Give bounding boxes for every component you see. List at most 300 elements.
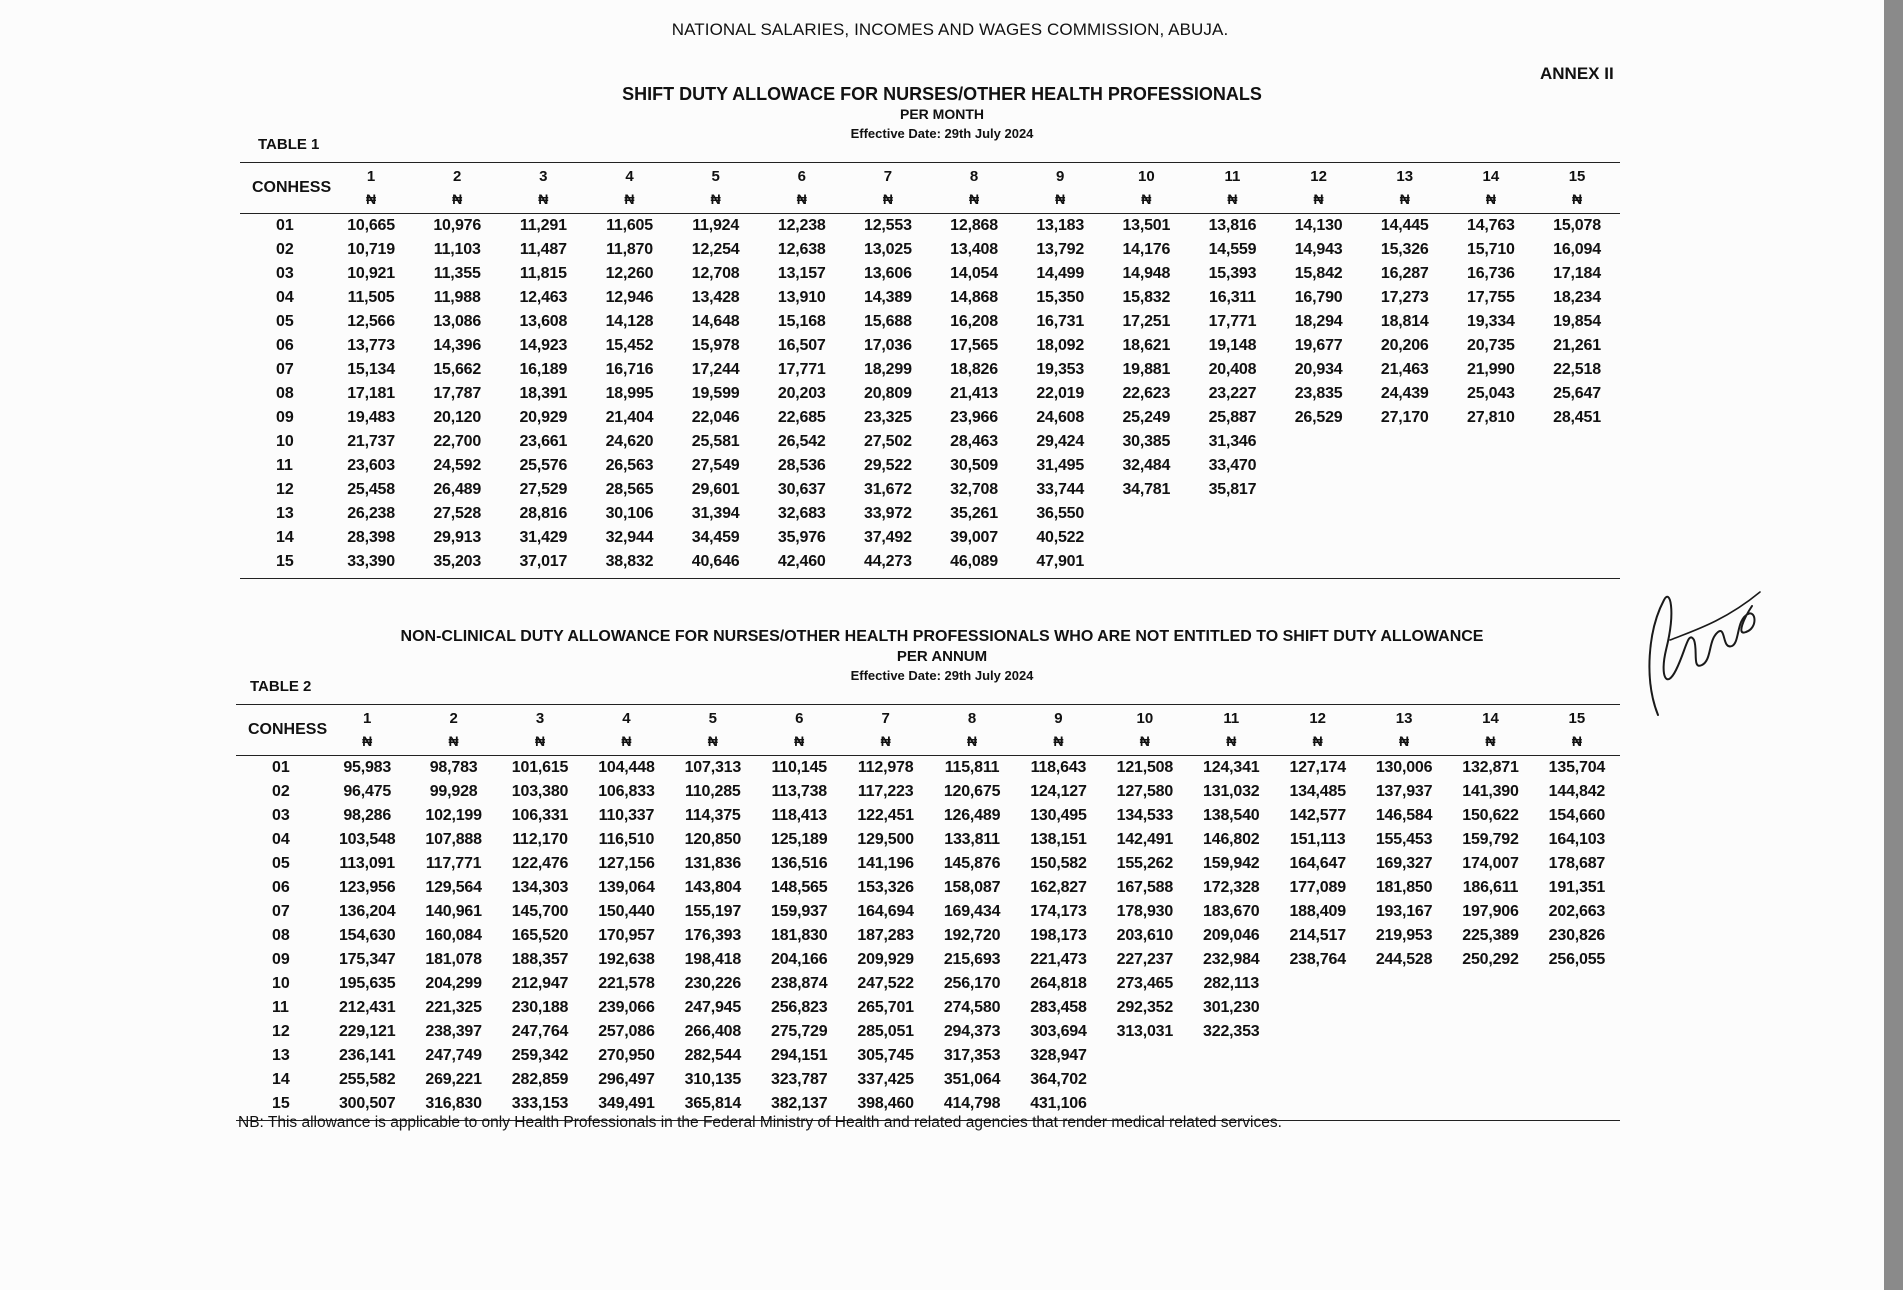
allowance-cell: 132,871	[1462, 759, 1519, 776]
allowance-cell: 283,458	[1030, 999, 1087, 1016]
allowance-cell: 144,842	[1548, 783, 1606, 800]
allowance-cell: 317,353	[943, 1047, 1001, 1064]
allowance-cell: 16,790	[1294, 289, 1343, 306]
allowance-cell: 212,947	[511, 975, 569, 992]
allowance-cell: 19,334	[1467, 313, 1515, 330]
allowance-cell: 142,491	[1116, 831, 1174, 848]
step-number: 4	[625, 168, 634, 185]
currency-symbol: ₦	[1141, 191, 1152, 207]
allowance-cell: 294,373	[943, 1023, 1001, 1040]
allowance-cell: 164,103	[1548, 831, 1606, 848]
allowance-cell: 14,396	[433, 337, 482, 354]
allowance-cell: 23,227	[1208, 385, 1257, 402]
conhess-grade: 14	[272, 1071, 290, 1088]
allowance-cell: 12,238	[777, 217, 826, 234]
allowance-cell: 305,745	[857, 1047, 914, 1064]
allowance-cell: 28,451	[1553, 409, 1601, 426]
allowance-cell: 120,675	[943, 783, 1001, 800]
step-number: 8	[967, 710, 977, 727]
allowance-cell: 13,606	[864, 265, 912, 282]
allowance-cell: 20,934	[1294, 361, 1343, 378]
allowance-cell: 296,497	[598, 1071, 655, 1088]
allowance-cell: 106,833	[598, 783, 655, 800]
table-header-row	[240, 163, 1620, 213]
allowance-cell: 16,731	[1036, 313, 1085, 330]
allowance-cell: 21,463	[1380, 361, 1429, 378]
step-number: 2	[449, 710, 458, 727]
allowance-cell: 431,106	[1030, 1095, 1087, 1112]
allowance-cell: 31,346	[1208, 433, 1257, 450]
allowance-cell: 134,533	[1116, 807, 1174, 824]
allowance-cell: 19,599	[691, 385, 740, 402]
allowance-cell: 11,291	[519, 217, 567, 234]
table-row	[240, 334, 1620, 358]
allowance-cell: 14,445	[1380, 217, 1429, 234]
allowance-cell: 310,135	[684, 1071, 742, 1088]
step-number: 8	[969, 168, 979, 185]
allowance-cell: 238,874	[771, 975, 828, 992]
allowance-cell: 247,945	[684, 999, 742, 1016]
allowance-cell: 138,540	[1203, 807, 1260, 824]
allowance-cell: 36,550	[1036, 505, 1085, 522]
conhess-grade: 03	[272, 807, 290, 824]
allowance-cell: 230,826	[1548, 927, 1606, 944]
step-number: 5	[708, 710, 717, 727]
currency-symbol: ₦	[796, 191, 807, 207]
allowance-cell: 13,792	[1036, 241, 1085, 258]
allowance-cell: 26,238	[347, 505, 395, 522]
allowance-cell: 15,078	[1553, 217, 1601, 234]
allowance-cell: 15,688	[864, 313, 912, 330]
allowance-cell: 23,835	[1294, 385, 1343, 402]
allowance-cell: 15,326	[1380, 241, 1429, 258]
allowance-cell: 337,425	[857, 1071, 914, 1088]
allowance-cell: 177,089	[1289, 879, 1346, 896]
step-number: 13	[1396, 168, 1414, 185]
allowance-cell: 98,783	[429, 759, 478, 776]
allowance-cell: 221,325	[425, 999, 482, 1016]
allowance-cell: 19,148	[1208, 337, 1257, 354]
allowance-cell: 303,694	[1030, 1023, 1087, 1040]
currency-symbol: ₦	[452, 191, 463, 207]
allowance-cell: 282,859	[511, 1071, 569, 1088]
footnote: NB: This allowance is applicable to only Health Professionals in the Federal Ministry of Health and related agencies that render medical related services.	[238, 1114, 1282, 1131]
table-row	[240, 454, 1620, 478]
step-number: 1	[363, 710, 372, 727]
allowance-cell: 11,815	[519, 265, 567, 282]
allowance-cell: 236,141	[338, 1047, 396, 1064]
conhess-grade: 06	[272, 879, 290, 896]
allowance-cell: 17,273	[1380, 289, 1429, 306]
allowance-cell: 159,792	[1462, 831, 1519, 848]
allowance-cell: 14,054	[950, 265, 998, 282]
allowance-cell: 230,226	[684, 975, 742, 992]
allowance-cell: 17,565	[950, 337, 998, 354]
allowance-cell: 112,978	[857, 759, 914, 776]
allowance-cell: 16,716	[605, 361, 654, 378]
allowance-cell: 165,520	[511, 927, 569, 944]
allowance-cell: 14,923	[519, 337, 568, 354]
currency-symbol: ₦	[707, 733, 718, 749]
allowance-cell: 34,459	[691, 529, 740, 546]
allowance-cell: 46,089	[950, 553, 998, 570]
allowance-cell: 136,516	[771, 855, 828, 872]
allowance-cell: 230,188	[511, 999, 569, 1016]
allowance-cell: 26,529	[1294, 409, 1343, 426]
allowance-cell: 322,353	[1203, 1023, 1260, 1040]
allowance-cell: 15,393	[1208, 265, 1257, 282]
allowance-cell: 209,929	[857, 951, 914, 968]
step-number: 12	[1310, 168, 1327, 185]
table-row	[240, 478, 1620, 502]
allowance-cell: 188,409	[1289, 903, 1346, 920]
table-bottom-rule	[240, 578, 1620, 579]
allowance-cell: 16,287	[1380, 265, 1429, 282]
allowance-cell: 159,942	[1203, 855, 1260, 872]
step-header	[1362, 163, 1448, 213]
allowance-cell: 17,181	[347, 385, 395, 402]
table-row	[236, 1068, 1620, 1092]
allowance-cell: 118,413	[771, 807, 828, 824]
conhess-grade: 02	[276, 241, 294, 258]
allowance-cell: 12,708	[691, 265, 740, 282]
step-header	[324, 705, 410, 755]
allowance-cell: 14,763	[1467, 217, 1515, 234]
allowance-cell: 40,522	[1036, 529, 1085, 546]
conhess-grade: 10	[276, 433, 294, 450]
allowance-cell: 158,087	[943, 879, 1001, 896]
step-number: 14	[1482, 710, 1499, 727]
table-row	[240, 286, 1620, 310]
currency-symbol: ₦	[366, 191, 377, 207]
allowance-cell: 34,781	[1122, 481, 1171, 498]
allowance-cell: 23,966	[950, 409, 998, 426]
step-number: 9	[1054, 710, 1063, 727]
allowance-cell: 172,328	[1203, 879, 1260, 896]
allowance-cell: 117,771	[425, 855, 482, 872]
table-row	[240, 310, 1620, 334]
table-row	[236, 756, 1620, 780]
allowance-cell: 265,701	[857, 999, 914, 1016]
allowance-cell: 221,578	[598, 975, 655, 992]
allowance-cell: 14,176	[1122, 241, 1171, 258]
allowance-cell: 20,203	[777, 385, 826, 402]
conhess-grade: 12	[272, 1023, 290, 1040]
allowance-cell: 285,051	[857, 1023, 914, 1040]
allowance-cell: 313,031	[1116, 1023, 1174, 1040]
conhess-header: CONHESS	[252, 179, 332, 196]
allowance-cell: 27,502	[864, 433, 912, 450]
allowance-cell: 155,197	[684, 903, 742, 920]
conhess-grade: 08	[272, 927, 290, 944]
allowance-cell: 351,064	[943, 1071, 1001, 1088]
allowance-cell: 142,577	[1289, 807, 1346, 824]
allowance-cell: 414,798	[943, 1095, 1001, 1112]
allowance-cell: 13,025	[864, 241, 912, 258]
currency-symbol: ₦	[794, 733, 805, 749]
conhess-grade: 10	[272, 975, 290, 992]
allowance-cell: 98,286	[343, 807, 392, 824]
allowance-cell: 31,394	[691, 505, 740, 522]
allowance-cell: 14,868	[950, 289, 998, 306]
step-header	[500, 163, 586, 213]
allowance-cell: 15,168	[777, 313, 826, 330]
allowance-cell: 238,764	[1289, 951, 1346, 968]
step-header	[1102, 705, 1188, 755]
allowance-cell: 31,429	[519, 529, 568, 546]
allowance-cell: 17,251	[1122, 313, 1171, 330]
table-row	[240, 382, 1620, 406]
allowance-cell: 35,976	[777, 529, 826, 546]
allowance-cell: 110,285	[685, 783, 741, 800]
allowance-cell: 181,078	[425, 951, 482, 968]
currency-symbol: ₦	[1399, 733, 1410, 749]
allowance-cell: 124,127	[1030, 783, 1087, 800]
allowance-cell: 18,995	[605, 385, 654, 402]
currency-symbol: ₦	[448, 733, 459, 749]
allowance-cell: 40,646	[691, 553, 740, 570]
allowance-cell: 11,924	[692, 217, 740, 234]
allowance-cell: 11,487	[519, 241, 567, 258]
step-header	[842, 705, 928, 755]
step-number: 12	[1309, 710, 1327, 727]
allowance-cell: 31,495	[1036, 457, 1085, 474]
allowance-cell: 25,647	[1553, 385, 1601, 402]
allowance-cell: 270,950	[598, 1047, 655, 1064]
allowance-cell: 18,294	[1294, 313, 1343, 330]
allowance-cell: 197,906	[1462, 903, 1519, 920]
allowance-cell: 364,702	[1030, 1071, 1087, 1088]
allowance-cell: 13,773	[347, 337, 395, 354]
allowance-cell: 28,565	[605, 481, 654, 498]
allowance-cell: 13,608	[519, 313, 568, 330]
allowance-cell: 150,440	[598, 903, 655, 920]
allowance-cell: 11,103	[433, 241, 481, 258]
table2-grid	[236, 704, 1620, 1121]
allowance-cell: 204,166	[771, 951, 828, 968]
table-row	[236, 972, 1620, 996]
allowance-cell: 18,826	[950, 361, 998, 378]
allowance-cell: 29,913	[433, 529, 482, 546]
allowance-cell: 16,094	[1553, 241, 1601, 258]
allowance-cell: 178,930	[1116, 903, 1174, 920]
allowance-cell: 114,375	[685, 807, 741, 824]
allowance-cell: 26,542	[777, 433, 826, 450]
allowance-cell: 33,972	[864, 505, 912, 522]
step-header	[1534, 163, 1620, 213]
allowance-cell: 27,810	[1467, 409, 1515, 426]
conhess-grade: 05	[276, 313, 294, 330]
allowance-cell: 20,408	[1208, 361, 1257, 378]
allowance-cell: 21,404	[605, 409, 654, 426]
allowance-cell: 292,352	[1116, 999, 1174, 1016]
allowance-cell: 239,066	[598, 999, 655, 1016]
allowance-cell: 29,522	[864, 457, 912, 474]
table-row	[240, 550, 1620, 574]
allowance-cell: 294,151	[771, 1047, 828, 1064]
allowance-cell: 127,580	[1116, 783, 1174, 800]
allowance-cell: 162,827	[1030, 879, 1087, 896]
step-number: 6	[795, 710, 804, 727]
conhess-grade: 07	[272, 903, 290, 920]
allowance-cell: 12,566	[347, 313, 395, 330]
allowance-cell: 25,043	[1467, 385, 1515, 402]
allowance-cell: 11,355	[433, 265, 481, 282]
allowance-cell: 21,990	[1467, 361, 1515, 378]
allowance-cell: 20,120	[433, 409, 482, 426]
scan-edge	[1884, 0, 1903, 1290]
table-row	[236, 1092, 1620, 1116]
allowance-cell: 266,408	[684, 1023, 742, 1040]
allowance-cell: 11,988	[433, 289, 481, 306]
step-header	[1276, 163, 1362, 213]
allowance-cell: 12,463	[519, 289, 568, 306]
allowance-cell: 169,434	[943, 903, 1001, 920]
allowance-cell: 30,637	[777, 481, 826, 498]
allowance-cell: 176,393	[684, 927, 742, 944]
allowance-cell: 13,501	[1122, 217, 1171, 234]
allowance-cell: 12,946	[605, 289, 654, 306]
table1-title: SHIFT DUTY ALLOWACE FOR NURSES/OTHER HEALTH PROFESSIONALS	[622, 84, 1262, 104]
allowance-cell: 110,145	[771, 759, 828, 776]
allowance-cell: 164,647	[1289, 855, 1346, 872]
allowance-cell: 35,261	[950, 505, 998, 522]
allowance-cell: 12,868	[950, 217, 998, 234]
allowance-cell: 198,173	[1030, 927, 1087, 944]
allowance-cell: 17,771	[777, 361, 826, 378]
allowance-cell: 192,720	[943, 927, 1001, 944]
allowance-cell: 23,661	[519, 433, 568, 450]
table-row	[236, 804, 1620, 828]
allowance-cell: 95,983	[343, 759, 392, 776]
step-number: 9	[1056, 168, 1065, 185]
table-row	[236, 996, 1620, 1020]
allowance-cell: 187,283	[857, 927, 914, 944]
allowance-cell: 24,620	[605, 433, 654, 450]
allowance-cell: 250,292	[1462, 951, 1519, 968]
currency-symbol: ₦	[1053, 733, 1064, 749]
allowance-cell: 29,601	[691, 481, 740, 498]
table2-period: PER ANNUM	[896, 648, 988, 665]
allowance-cell: 141,390	[1462, 783, 1519, 800]
allowance-cell: 125,189	[771, 831, 828, 848]
step-number: 11	[1224, 168, 1241, 185]
step-header	[1017, 163, 1103, 213]
allowance-cell: 203,610	[1116, 927, 1174, 944]
allowance-cell: 130,495	[1030, 807, 1087, 824]
table-row	[240, 238, 1620, 262]
currency-symbol: ₦	[624, 191, 635, 207]
currency-symbol: ₦	[882, 191, 893, 207]
allowance-cell: 20,809	[864, 385, 912, 402]
conhess-grade: 05	[272, 855, 290, 872]
allowance-cell: 15,832	[1122, 289, 1171, 306]
allowance-cell: 174,007	[1462, 855, 1519, 872]
allowance-cell: 28,816	[519, 505, 568, 522]
allowance-cell: 10,719	[347, 241, 395, 258]
table-row	[236, 852, 1620, 876]
allowance-cell: 12,254	[691, 241, 740, 258]
currency-symbol: ₦	[1055, 191, 1066, 207]
allowance-cell: 102,199	[425, 807, 482, 824]
conhess-grade: 08	[276, 385, 294, 402]
allowance-cell: 17,771	[1208, 313, 1257, 330]
allowance-cell: 29,424	[1036, 433, 1085, 450]
allowance-cell: 204,299	[425, 975, 482, 992]
allowance-cell: 13,816	[1208, 217, 1257, 234]
currency-symbol: ₦	[1312, 733, 1323, 749]
allowance-cell: 214,517	[1289, 927, 1346, 944]
currency-symbol: ₦	[538, 191, 549, 207]
allowance-cell: 150,622	[1462, 807, 1519, 824]
step-header	[328, 163, 414, 213]
table-row	[240, 502, 1620, 526]
allowance-cell: 22,685	[777, 409, 826, 426]
allowance-cell: 21,413	[950, 385, 998, 402]
allowance-cell: 193,167	[1375, 903, 1433, 920]
allowance-cell: 19,881	[1122, 361, 1171, 378]
allowance-cell: 215,693	[943, 951, 1001, 968]
allowance-cell: 229,121	[338, 1023, 396, 1040]
allowance-cell: 14,948	[1122, 265, 1171, 282]
currency-symbol: ₦	[1227, 191, 1238, 207]
step-header	[1534, 705, 1620, 755]
allowance-cell: 333,153	[511, 1095, 569, 1112]
currency-symbol: ₦	[362, 733, 373, 749]
allowance-cell: 146,584	[1375, 807, 1433, 824]
allowance-cell: 127,174	[1289, 759, 1346, 776]
table-row	[240, 214, 1620, 238]
step-number: 2	[453, 168, 462, 185]
conhess-grade: 11	[272, 999, 289, 1016]
allowance-cell: 247,522	[857, 975, 914, 992]
step-header	[586, 163, 672, 213]
conhess-grade: 13	[276, 505, 294, 522]
table-row	[236, 900, 1620, 924]
allowance-cell: 17,244	[691, 361, 740, 378]
allowance-cell: 27,170	[1380, 409, 1429, 426]
allowance-cell: 14,130	[1294, 217, 1343, 234]
table2-label: TABLE 2	[250, 678, 312, 695]
allowance-cell: 167,588	[1116, 879, 1174, 896]
allowance-cell: 124,341	[1203, 759, 1260, 776]
allowance-cell: 107,313	[684, 759, 742, 776]
allowance-cell: 328,947	[1030, 1047, 1087, 1064]
step-header	[673, 163, 759, 213]
conhess-header: CONHESS	[248, 721, 328, 738]
allowance-cell: 256,055	[1548, 951, 1606, 968]
allowance-cell: 134,485	[1289, 783, 1346, 800]
allowance-cell: 15,134	[347, 361, 395, 378]
table-row	[236, 948, 1620, 972]
currency-symbol: ₦	[880, 733, 891, 749]
conhess-grade: 01	[276, 217, 294, 234]
allowance-cell: 123,956	[338, 879, 396, 896]
table-row	[240, 430, 1620, 454]
allowance-cell: 136,204	[338, 903, 396, 920]
allowance-cell: 17,755	[1467, 289, 1515, 306]
allowance-cell: 16,208	[950, 313, 998, 330]
allowance-cell: 244,528	[1375, 951, 1433, 968]
table-header-row	[236, 705, 1620, 755]
allowance-cell: 150,582	[1030, 855, 1087, 872]
allowance-cell: 115,811	[944, 759, 1000, 776]
currency-symbol: ₦	[710, 191, 721, 207]
allowance-cell: 12,553	[864, 217, 912, 234]
currency-symbol: ₦	[1485, 733, 1496, 749]
allowance-cell: 221,473	[1030, 951, 1087, 968]
allowance-cell: 18,391	[519, 385, 568, 402]
